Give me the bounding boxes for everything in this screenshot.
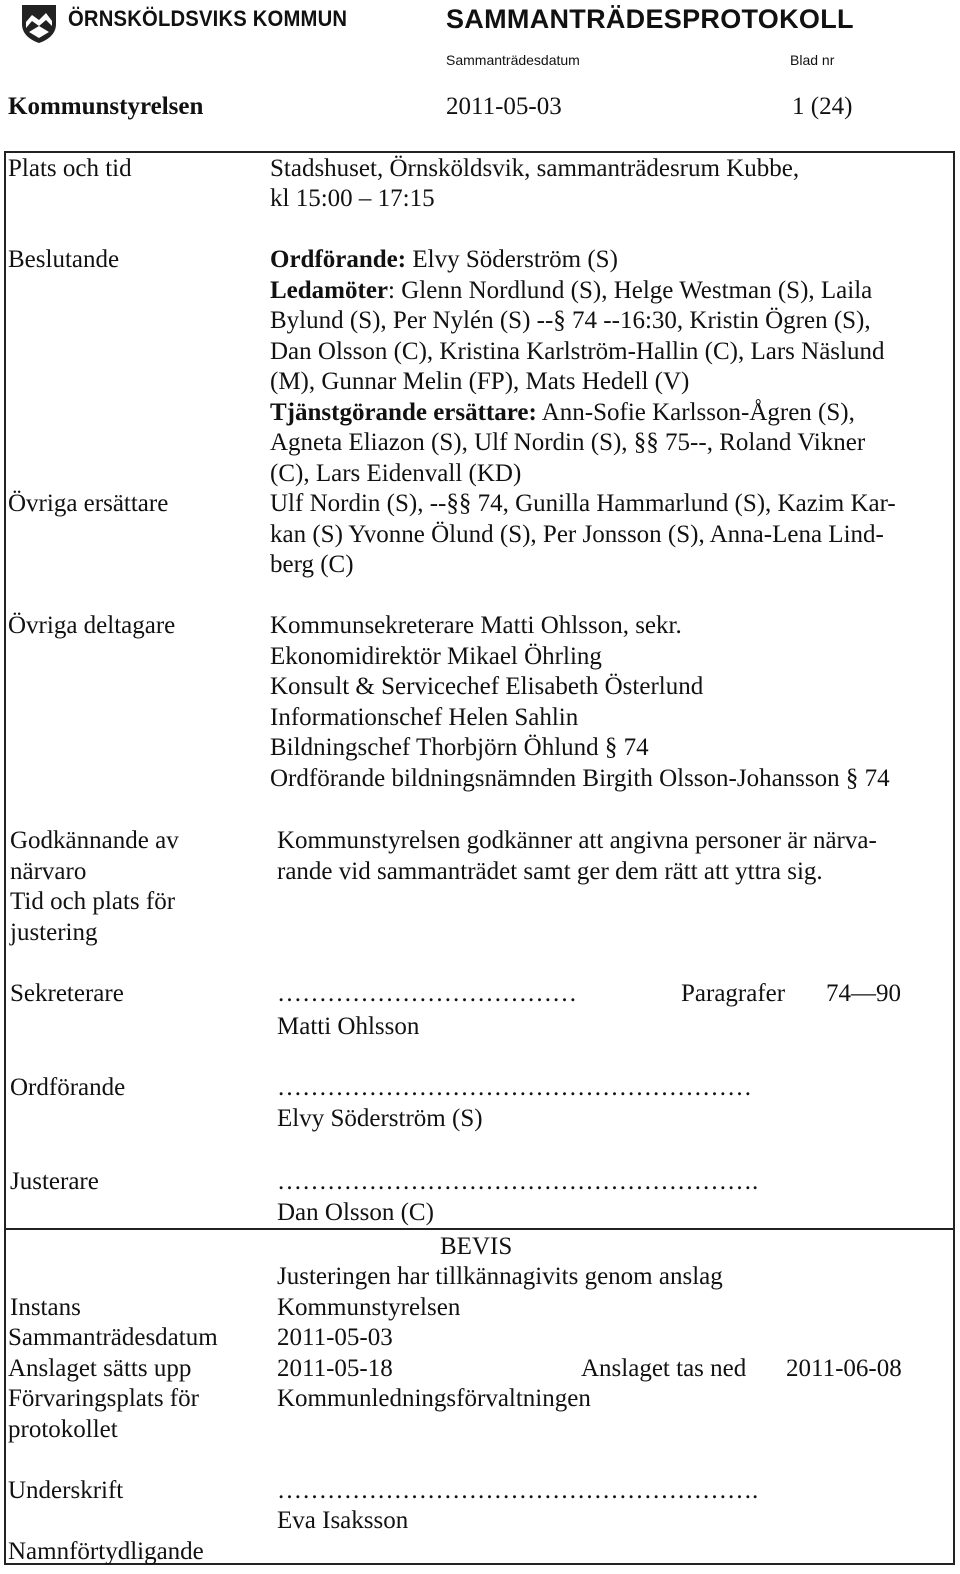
forvaringsplats-value: Kommunledningsförvaltningen bbox=[277, 1385, 591, 1412]
members-line-3: Dan Olsson (C), Kristina Karlström-Hallin (C), Lars Näslund bbox=[270, 338, 885, 365]
deltagare-line-6: Ordförande bildningsnämnden Birgith Olsson-Johansson § 74 bbox=[270, 765, 890, 792]
underskrift-label: Underskrift bbox=[8, 1477, 124, 1504]
ovriga-ersattare-line-2: kan (S) Yvonne Ölund (S), Per Jonsson (S), Anna-Lena Lind- bbox=[270, 521, 884, 548]
sammantradesdatum-label: Sammanträdesdatum bbox=[8, 1324, 218, 1351]
date-caption: Sammanträdesdatum bbox=[446, 52, 580, 68]
justerare-label: Justerare bbox=[10, 1168, 99, 1195]
instans-label: Instans bbox=[10, 1294, 81, 1321]
bevis-title: BEVIS bbox=[440, 1233, 513, 1260]
forvaringsplats-label-1: Förvaringsplats för bbox=[8, 1385, 199, 1412]
bevis-separator-line bbox=[4, 1228, 955, 1230]
sekreterare-signature-line: ……………………………… bbox=[277, 980, 577, 1007]
justering-label-2: justering bbox=[10, 919, 98, 946]
members-label: Ledamöter bbox=[270, 277, 389, 304]
godkannande-text-1: Kommunstyrelsen godkänner att angivna personer är närva- bbox=[277, 827, 877, 854]
subs-first: Ann-Sofie Karlsson-Ågren (S), bbox=[536, 399, 855, 426]
justering-label-1: Tid och plats för bbox=[10, 888, 176, 915]
ordforande-name: Elvy Söderström (S) bbox=[277, 1105, 483, 1132]
members-line-2: Bylund (S), Per Nylén (S) --§ 74 --16:30, Kristin Ögren (S), bbox=[270, 307, 871, 334]
subs-line-2: Agneta Eliazon (S), Ulf Nordin (S), §§ 75--, Roland Vikner bbox=[270, 429, 866, 456]
document-type-title: SAMMANTRÄDESPROTOKOLL bbox=[446, 4, 854, 34]
sekreterare-name: Matti Ohlsson bbox=[277, 1013, 420, 1040]
anslaget-upp-value: 2011-05-18 bbox=[277, 1355, 393, 1382]
ovriga-deltagare-label: Övriga deltagare bbox=[8, 612, 176, 639]
subs-label: Tjänstgörande ersättare: bbox=[270, 399, 537, 426]
instans-value: Kommunstyrelsen bbox=[277, 1294, 461, 1321]
page-number: 1 (24) bbox=[792, 93, 853, 120]
body-name: Kommunstyrelsen bbox=[8, 93, 204, 120]
subs-line-1 bbox=[270, 398, 855, 429]
godkannande-text-2: rande vid sammanträdet samt ger dem rätt att yttra sig. bbox=[277, 858, 823, 885]
chair-line bbox=[270, 245, 618, 276]
anslaget-ned-label: Anslaget tas ned bbox=[581, 1355, 747, 1382]
deltagare-line-1: Kommunsekreterare Matti Ohlsson, sekr. bbox=[270, 612, 682, 639]
anslaget-ned-value: 2011-06-08 bbox=[786, 1355, 902, 1382]
anslaget-upp-label: Anslaget sätts upp bbox=[8, 1355, 192, 1382]
chair-label: Ordförande: bbox=[270, 246, 407, 273]
meeting-date: 2011-05-03 bbox=[446, 93, 562, 120]
namnfortydligande-label: Namnförtydligande bbox=[8, 1538, 204, 1565]
deltagare-line-2: Ekonomidirektör Mikael Öhrling bbox=[270, 643, 602, 670]
underskrift-signature-line: …………………………………………………. bbox=[277, 1477, 759, 1504]
justerare-signature-line: …………………………………………………. bbox=[277, 1168, 759, 1195]
members-line-4: (M), Gunnar Melin (FP), Mats Hedell (V) bbox=[270, 368, 690, 395]
deltagare-line-3: Konsult & Servicechef Elisabeth Österlund bbox=[270, 673, 704, 700]
beslutande-label: Beslutande bbox=[8, 246, 120, 273]
godkannande-label-1: Godkännande av bbox=[10, 827, 179, 854]
plats-line-1: Stadshuset, Örnsköldsvik, sammanträdesrum Kubbe, bbox=[270, 155, 800, 182]
frame-top-line bbox=[4, 151, 955, 153]
plats-label: Plats och tid bbox=[8, 155, 132, 182]
paragrafer-label: Paragrafer bbox=[681, 980, 786, 1007]
deltagare-line-4: Informationschef Helen Sahlin bbox=[270, 704, 579, 731]
ordforande-signature-line: ………………………………………………… bbox=[277, 1074, 752, 1101]
ovriga-ersattare-label: Övriga ersättare bbox=[8, 490, 169, 517]
frame-left-line bbox=[4, 151, 6, 1565]
members-line-1 bbox=[270, 276, 872, 307]
ovriga-ersattare-line-3: berg (C) bbox=[270, 551, 354, 578]
godkannande-label-2: närvaro bbox=[10, 858, 87, 885]
subs-line-3: (C), Lars Eidenvall (KD) bbox=[270, 460, 522, 487]
plats-line-2: kl 15:00 – 17:15 bbox=[270, 185, 435, 212]
members-first: : Glenn Nordlund (S), Helge Westman (S), Laila bbox=[388, 277, 873, 304]
chair-value: Elvy Söderström (S) bbox=[406, 246, 618, 273]
justerare-name: Dan Olsson (C) bbox=[277, 1199, 434, 1226]
paragrafer-value: 74—90 bbox=[826, 980, 901, 1007]
ordforande-label: Ordförande bbox=[10, 1074, 126, 1101]
municipality-name: ÖRNSKÖLDSVIKS KOMMUN bbox=[68, 6, 348, 31]
forvaringsplats-label-2: protokollet bbox=[8, 1416, 118, 1443]
ovriga-ersattare-line-1: Ulf Nordin (S), --§§ 74, Gunilla Hammarlund (S), Kazim Kar- bbox=[270, 490, 896, 517]
page-caption: Blad nr bbox=[790, 52, 835, 68]
frame-right-line bbox=[953, 151, 955, 1565]
municipality-crest-icon bbox=[18, 2, 60, 44]
underskrift-name: Eva Isaksson bbox=[277, 1507, 409, 1534]
deltagare-line-5: Bildningschef Thorbjörn Öhlund § 74 bbox=[270, 734, 649, 761]
sekreterare-label: Sekreterare bbox=[10, 980, 124, 1007]
sammantradesdatum-value: 2011-05-03 bbox=[277, 1324, 393, 1351]
bevis-subtitle: Justeringen har tillkännagivits genom anslag bbox=[277, 1263, 723, 1290]
